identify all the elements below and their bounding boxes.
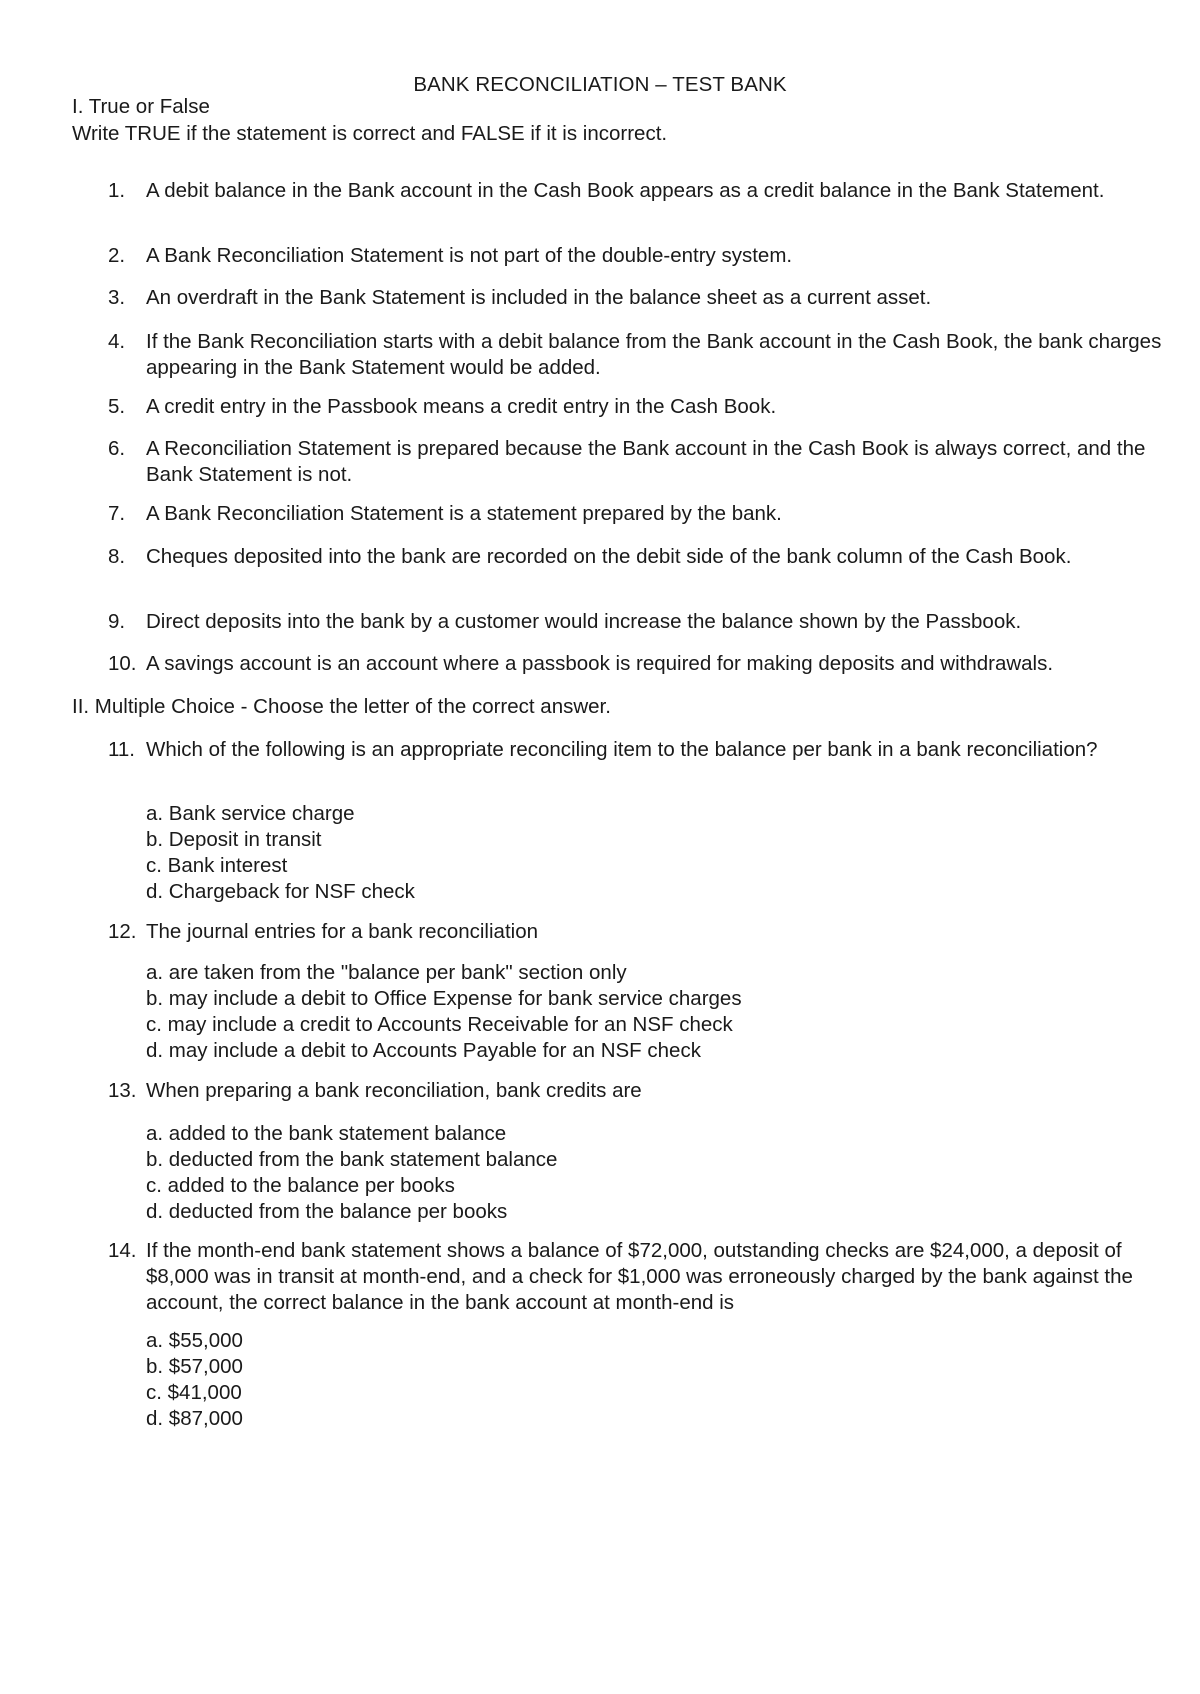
question-item <box>108 394 1168 420</box>
question-text: When preparing a bank reconciliation, bank credits are <box>146 1079 642 1102</box>
answer-option: c. Bank interest <box>146 854 288 877</box>
question-number: 2. <box>108 244 126 267</box>
question-item <box>108 919 1168 945</box>
question-text: If the Bank Reconciliation starts with a debit balance from the Bank account in the Cash Book, the bank charges appearing in the Bank Statement would be added. <box>146 330 1162 379</box>
question-number: 9. <box>108 610 126 633</box>
section-heading-multiple-choice: II. Multiple Choice - Choose the letter of the correct answer. <box>72 695 611 718</box>
answer-option: a. $55,000 <box>146 1329 243 1352</box>
question-item <box>108 436 1168 488</box>
answer-option: a. added to the bank statement balance <box>146 1122 507 1145</box>
question-text: An overdraft in the Bank Statement is included in the balance sheet as a current asset. <box>146 286 932 309</box>
question-text: A Bank Reconciliation Statement is a statement prepared by the bank. <box>146 502 782 525</box>
question-item <box>108 1238 1138 1316</box>
question-text: A debit balance in the Bank account in the Cash Book appears as a credit balance in the Bank Statement. <box>146 179 1105 202</box>
question-number: 6. <box>108 437 126 460</box>
question-number: 13. <box>108 1079 137 1102</box>
answer-option: a. Bank service charge <box>146 802 355 825</box>
question-text: A Reconciliation Statement is prepared because the Bank account in the Cash Book is always correct, and the Bank Statement is not. <box>146 437 1146 486</box>
answer-option: d. deducted from the balance per books <box>146 1200 508 1223</box>
section-instruction: Write TRUE if the statement is correct and FALSE if it is incorrect. <box>72 122 668 145</box>
question-item <box>108 1078 1168 1104</box>
answer-option: b. Deposit in transit <box>146 828 322 851</box>
answer-option: c. $41,000 <box>146 1381 242 1404</box>
question-number: 1. <box>108 179 126 202</box>
answer-option: d. may include a debit to Accounts Payable for an NSF check <box>146 1039 701 1062</box>
answer-option: b. may include a debit to Office Expense for bank service charges <box>146 987 742 1010</box>
question-item <box>108 285 1168 311</box>
question-text: If the month-end bank statement shows a balance of $72,000, outstanding checks are $24,000, a deposit of $8,000 was in transit at month-end, and a check for $1,000 was erroneously charged by the bank against the account, the correct balance in the bank account at month-end is <box>146 1239 1133 1314</box>
question-item <box>108 737 1168 763</box>
answer-option: b. deducted from the bank statement balance <box>146 1148 558 1171</box>
question-item <box>108 329 1168 381</box>
section-heading-true-false: I. True or False <box>72 95 210 118</box>
question-number: 5. <box>108 395 126 418</box>
answer-option: c. may include a credit to Accounts Receivable for an NSF check <box>146 1013 733 1036</box>
question-number: 4. <box>108 330 126 353</box>
question-text: Cheques deposited into the bank are recorded on the debit side of the bank column of the Cash Book. <box>146 545 1072 568</box>
question-number: 14. <box>108 1239 137 1262</box>
question-number: 3. <box>108 286 126 309</box>
answer-option: d. $87,000 <box>146 1407 243 1430</box>
question-item <box>108 243 1168 269</box>
answer-options <box>146 801 415 905</box>
answer-option: d. Chargeback for NSF check <box>146 880 415 903</box>
question-text: Which of the following is an appropriate reconciling item to the balance per bank in a bank reconciliation? <box>146 738 1098 761</box>
question-item <box>108 651 1188 677</box>
question-number: 10. <box>108 652 137 675</box>
question-text: A credit entry in the Passbook means a credit entry in the Cash Book. <box>146 395 777 418</box>
question-item <box>108 501 1168 527</box>
question-item <box>108 544 1168 570</box>
question-item <box>108 609 1168 635</box>
question-text: A savings account is an account where a passbook is required for making deposits and withdrawals. <box>146 652 1054 675</box>
question-number: 7. <box>108 502 126 525</box>
question-text: The journal entries for a bank reconciliation <box>146 920 538 943</box>
answer-options <box>146 1121 557 1225</box>
document-title: BANK RECONCILIATION – TEST BANK <box>413 73 787 96</box>
question-text: A Bank Reconciliation Statement is not part of the double-entry system. <box>146 244 793 267</box>
question-number: 8. <box>108 545 126 568</box>
question-item <box>108 178 1168 204</box>
question-text: Direct deposits into the bank by a customer would increase the balance shown by the Passbook. <box>146 610 1022 633</box>
answer-option: c. added to the balance per books <box>146 1174 455 1197</box>
answer-option: a. are taken from the "balance per bank" section only <box>146 961 627 984</box>
question-number: 11. <box>108 738 135 761</box>
question-number: 12. <box>108 920 137 943</box>
answer-option: b. $57,000 <box>146 1355 243 1378</box>
answer-options <box>146 1328 243 1432</box>
answer-options <box>146 960 742 1064</box>
